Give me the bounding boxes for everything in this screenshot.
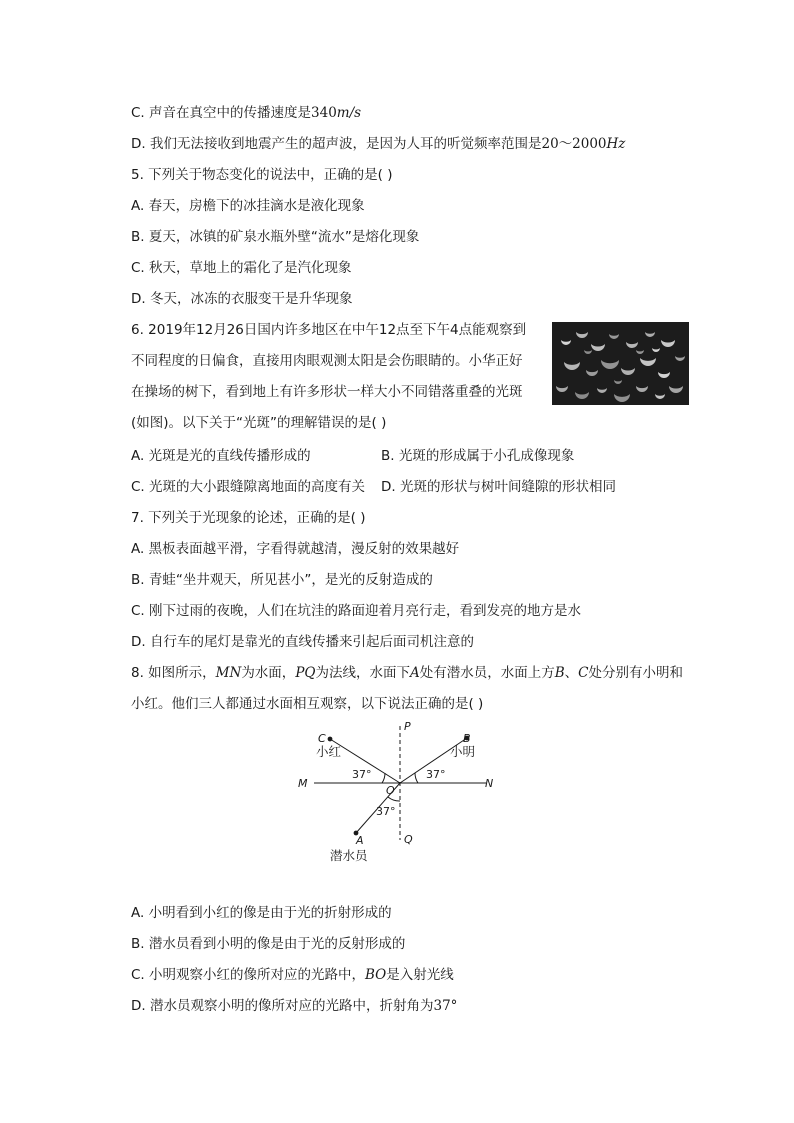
q8-stem-part: 为水面， [241, 665, 296, 681]
q8-stem-part: 8. 如图所示， [131, 665, 216, 681]
q6-option-c: C. 光斑的大小跟缝隙离地面的高度有关 [131, 479, 366, 495]
q6-option-b: B. 光斑的形成属于小孔成像现象 [381, 448, 575, 464]
angle-arc-left [382, 773, 385, 783]
label-c: C [318, 732, 326, 745]
q8-stem-part: 、 [564, 665, 579, 681]
label-o: O [386, 784, 395, 797]
q8-option-d [131, 996, 457, 1016]
q4-option-c-value: 340 [311, 105, 337, 121]
q8-stem-line1 [131, 663, 683, 683]
label-angle-bottom: 37° [376, 805, 396, 818]
light-spots-image [552, 322, 689, 405]
q6-stem-line3: 在操场的树下，看到地上有许多形状一样大小不同错落重叠的光斑 [131, 384, 523, 400]
q8-option-c [131, 965, 454, 985]
q8-stem-line2: 小红。他们三人都通过水面相互观察，以下说法正确的是( ) [131, 696, 484, 712]
q4-option-c [131, 103, 361, 123]
q5-stem: 5. 下列关于物态变化的说法中，正确的是( ) [131, 167, 393, 183]
q8-option-d-text: D. 潜水员观察小明的像所对应的光路中，折射角为 [131, 998, 434, 1014]
q8-option-b: B. 潜水员看到小明的像是由于光的反射形成的 [131, 936, 406, 952]
q8-label-pq: PQ [295, 665, 316, 681]
q8-option-d-angle: 37° [433, 998, 458, 1014]
q8-option-c-text: C. 小明观察小红的像所对应的光路中， [131, 967, 366, 983]
q7-option-a: A. 黑板表面越平滑，字看得就越清，漫反射的效果越好 [131, 541, 460, 557]
label-p: P [404, 720, 411, 733]
q5-option-d: D. 冬天，冰冻的衣服变干是升华现象 [131, 291, 353, 307]
q8-label-mn: MN [215, 665, 242, 681]
label-n: N [485, 777, 494, 790]
q8-option-c-bo: BO [365, 967, 387, 983]
q5-option-b: B. 夏天，冰镇的矿泉水瓶外壁“流水”是熔化现象 [131, 229, 420, 245]
q4-option-d [131, 134, 625, 154]
q8-label-b: B [554, 665, 565, 681]
q6-option-d: D. 光斑的形状与树叶间缝隙的形状相同 [381, 479, 616, 495]
label-xiaoming: 小明 [450, 744, 476, 759]
point-c [328, 737, 333, 742]
q6-stem-line2: 不同程度的日偏食，直接用肉眼观测太阳是会伤眼睛的。小华正好 [131, 353, 523, 369]
label-m: M [298, 777, 308, 790]
q4-option-d-unit: Hz [606, 136, 626, 152]
angle-arc-right [415, 773, 418, 783]
label-xiaohong: 小红 [316, 744, 342, 759]
refraction-diagram [290, 718, 510, 872]
q4-option-c-unit: m/s [336, 105, 362, 121]
q8-stem-part: 为法线，水面下 [315, 665, 410, 681]
label-a: A [356, 834, 364, 847]
q4-option-c-text: C. 声音在真空中的传播速度是 [131, 105, 312, 121]
q7-option-b: B. 青蛙“坐井观天，所见甚小”，是光的反射造成的 [131, 572, 433, 588]
q8-label-a: A [409, 665, 420, 681]
angle-arc-bottom [388, 797, 400, 801]
label-q: Q [404, 833, 413, 846]
q8-stem-part: 处有潜水员，水面上方 [419, 665, 555, 681]
label-angle-right: 37° [426, 768, 446, 781]
q8-stem-part: 处分别有小明和 [588, 665, 683, 681]
label-b: B [463, 732, 471, 745]
q6-stem-line4: (如图)。以下关于“光斑”的理解错误的是( ) [131, 415, 387, 431]
q4-option-d-text: D. 我们无法接收到地震产生的超声波，是因为人耳的听觉频率范围是 [131, 136, 542, 152]
label-angle-left: 37° [352, 768, 372, 781]
q6-stem-line1: 6. 2019年12月26日国内许多地区在中午12点至下午4点能观察到 [131, 322, 527, 338]
q8-label-c: C [578, 665, 589, 681]
refraction-diagram-svg [290, 718, 510, 868]
q7-option-c: C. 刚下过雨的夜晚，人们在坑洼的路面迎着月亮行走，看到发亮的地方是水 [131, 603, 582, 619]
q7-stem: 7. 下列关于光现象的论述，正确的是( ) [131, 510, 366, 526]
q5-option-a: A. 春天，房檐下的冰挂滴水是液化现象 [131, 198, 365, 214]
q8-option-a: A. 小明看到小红的像是由于光的折射形成的 [131, 905, 392, 921]
light-spots-photo [552, 322, 689, 405]
q4-option-d-range: 20～2000 [541, 136, 607, 152]
label-diver: 潜水员 [330, 848, 368, 863]
q7-option-d: D. 自行车的尾灯是靠光的直线传播来引起后面司机注意的 [131, 634, 474, 650]
q8-option-c-text: 是入射光线 [386, 967, 454, 983]
q5-option-c: C. 秋天，草地上的霜化了是汽化现象 [131, 260, 352, 276]
q6-option-a: A. 光斑是光的直线传播形成的 [131, 448, 311, 464]
